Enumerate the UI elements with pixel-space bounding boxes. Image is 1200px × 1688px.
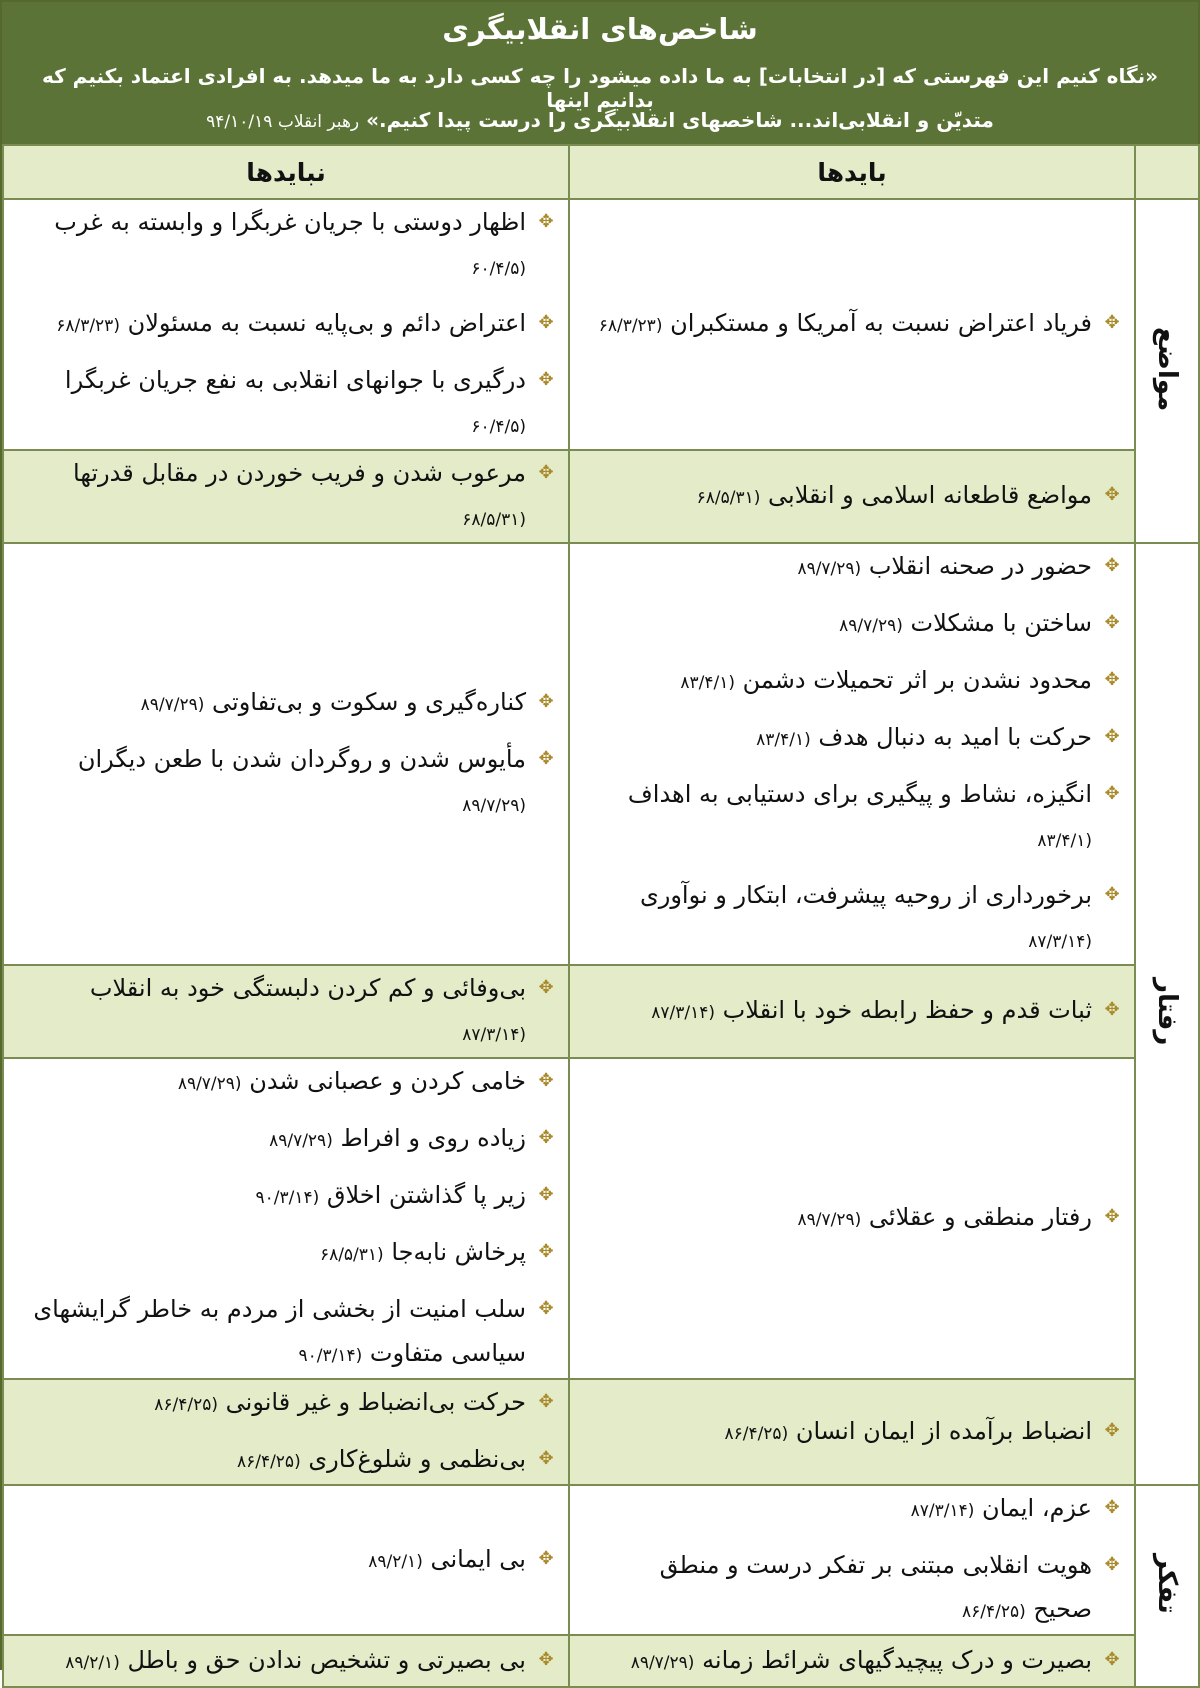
category-cell [1135, 543, 1199, 1485]
category-cell [1135, 199, 1199, 543]
list-item [594, 473, 1122, 520]
item-date-ref: (۸۷/۳/۱۴ [462, 1025, 526, 1045]
ornament-icon: ✥ [1104, 1648, 1120, 1670]
list-item [28, 1437, 556, 1484]
item-date-ref: (۸۹/۲/۱ [368, 1551, 423, 1572]
item-text: برخورداری از روحیه پیشرفت، ابتکار و نوآوری [639, 881, 1092, 909]
ornament-icon: ✥ [538, 1241, 554, 1262]
list-item [28, 1537, 556, 1584]
item-date-ref: (۸۳/۴/۱ [1037, 831, 1092, 851]
must-not-cell [3, 199, 569, 450]
ornament-icon: ✥ [538, 1547, 554, 1569]
must-list [570, 1195, 1134, 1242]
item-text: حرکت بی‌انضباط و غیر قانونی [218, 1388, 526, 1416]
item-date-ref: (۶۰/۴/۵ [471, 417, 526, 437]
ornament-icon: ✥ [538, 211, 554, 232]
item-text: رفتار منطقی و عقلائی [861, 1203, 1092, 1231]
list-item [594, 544, 1122, 591]
table-body [3, 199, 1199, 1687]
list-item [28, 1116, 556, 1163]
item-date-ref: (۸۹/۷/۲۹ [177, 1074, 242, 1094]
ornament-icon: ✥ [538, 1184, 554, 1205]
table-row [3, 1635, 1199, 1687]
item-date-ref: (۹۰/۳/۱۴ [255, 1188, 320, 1208]
must-cell [569, 1635, 1135, 1687]
table-row [3, 543, 1199, 965]
table-header-row [3, 145, 1199, 199]
must-not-list [4, 200, 568, 449]
item-text: بی ایمانی [422, 1544, 526, 1573]
must-not-list [4, 966, 568, 1057]
item-date-ref: (۸۷/۳/۱۴ [651, 1003, 716, 1023]
must-not-cell [3, 1485, 569, 1635]
must-not-cell [3, 965, 569, 1058]
category-cell [1135, 1485, 1199, 1687]
must-cell [569, 199, 1135, 450]
must-cell [569, 1485, 1135, 1635]
item-date-ref: (۸۶/۴/۲۵ [962, 1602, 1026, 1622]
list-item [28, 737, 556, 828]
header-banner [2, 2, 1198, 144]
item-text: مرعوب شدن و فریب خوردن در مقابل قدرتها [73, 459, 526, 487]
list-item [594, 1638, 1122, 1685]
must-not-cell [3, 543, 569, 965]
item-date-ref: (۸۹/۲/۱ [65, 1652, 120, 1673]
list-item [28, 451, 556, 542]
ornament-icon: ✥ [1104, 1206, 1120, 1227]
must-not-cell [3, 1379, 569, 1485]
item-text: زیر پا گذاشتن اخلاق [319, 1181, 526, 1209]
quote-line-2-text: متدیّن و انقلابی‌اند... شاخصهای انقلابیگری را درست پیدا کنیم.» [359, 108, 994, 132]
quote-line-2 [12, 108, 1188, 132]
item-date-ref: (۸۳/۴/۱ [680, 673, 736, 693]
must-not-list [4, 1638, 568, 1685]
item-date-ref: (۸۳/۴/۱ [756, 730, 811, 750]
list-item [28, 1059, 556, 1106]
item-date-ref: (۶۸/۵/۳۱ [696, 488, 761, 508]
document-title: شاخص‌های انقلابیگری [442, 12, 758, 46]
ornament-icon: ✥ [538, 1648, 554, 1670]
ornament-icon: ✥ [538, 1448, 554, 1469]
list-item [594, 988, 1122, 1035]
item-date-ref: (۶۸/۳/۲۳ [56, 316, 120, 336]
must-cell [569, 1379, 1135, 1485]
item-date-ref: (۸۹/۷/۲۹ [797, 559, 862, 579]
ornament-icon: ✥ [538, 1298, 554, 1319]
category-label: رفتار [1152, 978, 1182, 1046]
item-text: ساختن با مشکلات [902, 609, 1092, 637]
item-text: مأیوس شدن و روگردان شدن با طعن دیگران [77, 745, 526, 773]
header-corner [1135, 145, 1199, 199]
must-list [570, 1638, 1134, 1685]
item-date-ref: (۶۰/۴/۵ [471, 259, 526, 279]
must-list [570, 544, 1134, 964]
ornament-icon: ✥ [1104, 1419, 1120, 1441]
item-date-ref: (۶۸/۳/۲۳ [598, 316, 663, 336]
item-text: عزم، ایمان [974, 1494, 1092, 1522]
item-date-ref: (۶۸/۵/۳۱ [462, 510, 526, 530]
item-date-ref: (۸۶/۴/۲۵ [154, 1395, 219, 1415]
must-list [570, 301, 1134, 348]
item-date-ref: (۸۶/۴/۲۵ [236, 1452, 301, 1472]
ornament-icon: ✥ [538, 1070, 554, 1091]
ornament-icon: ✥ [1104, 555, 1120, 576]
table-row [3, 1485, 1199, 1635]
must-not-list [4, 1380, 568, 1484]
category-label: تفکر [1152, 1554, 1182, 1614]
must-cell [569, 965, 1135, 1058]
item-text: اظهار دوستی با جریان غربگرا و وابسته به غرب [54, 208, 526, 236]
item-date-ref: (۸۹/۷/۲۹ [140, 695, 205, 715]
ornament-icon: ✥ [1104, 726, 1120, 747]
must-cell [569, 1058, 1135, 1379]
list-item [594, 301, 1122, 348]
list-item [28, 301, 556, 348]
ornament-icon: ✥ [1104, 783, 1120, 804]
must-not-cell [3, 450, 569, 543]
table-row [3, 965, 1199, 1058]
ornament-icon: ✥ [1104, 312, 1120, 333]
list-item [594, 658, 1122, 705]
list-item [594, 1195, 1122, 1242]
list-item [28, 1638, 556, 1685]
list-item [28, 966, 556, 1057]
list-item [28, 1230, 556, 1277]
ornament-icon: ✥ [538, 977, 554, 998]
item-text: بصیرت و درک پیچیدگیهای شرائط زمانه [694, 1645, 1092, 1674]
list-item [594, 1409, 1122, 1456]
item-text: مواضع قاطعانه اسلامی و انقلابی [760, 481, 1092, 509]
must-not-list [4, 1537, 568, 1584]
list-item [594, 601, 1122, 648]
column-header-must: بایدها [569, 145, 1135, 199]
quote-line-1: «نگاه کنیم این فهرستی که [در انتخابات] به ما داده میشود را چه کسی دارد به ما میدهد. به افرادی اعتماد بکنیم که بدانیم اینها [41, 64, 1159, 112]
item-text: ثبات قدم و حفظ رابطه خود با انقلاب [715, 996, 1092, 1024]
ornament-icon: ✥ [538, 462, 554, 483]
item-date-ref: (۸۹/۷/۲۹ [839, 616, 903, 636]
item-date-ref: (۸۹/۷/۲۹ [462, 796, 526, 816]
must-list [570, 473, 1134, 520]
item-date-ref: (۸۹/۷/۲۹ [269, 1131, 333, 1151]
item-text: بی‌نظمی و شلوغ‌کاری [300, 1445, 526, 1473]
list-item [28, 1380, 556, 1427]
item-text: کناره‌گیری و سکوت و بی‌تفاوتی [204, 688, 526, 716]
must-list [570, 988, 1134, 1035]
item-date-ref: (۹۰/۳/۱۴ [298, 1346, 363, 1366]
item-text: انگیزه، نشاط و پیگیری برای دستیابی به اهداف [627, 780, 1092, 808]
ornament-icon: ✥ [538, 369, 554, 390]
item-text: بی بصیرتی و تشخیص ندادن حق و باطل [119, 1645, 526, 1674]
table-row [3, 1058, 1199, 1379]
item-text: فریاد اعتراض نسبت به آمریکا و مستکبران [662, 309, 1092, 337]
item-text: پرخاش نابه‌جا [383, 1238, 526, 1266]
list-item [28, 1173, 556, 1220]
item-date-ref: (۶۸/۵/۳۱ [319, 1245, 384, 1265]
item-date-ref: (۸۹/۷/۲۹ [630, 1652, 695, 1673]
item-text: سلب امنیت از بخشی از مردم به خاطر گرایشهای سیاسی متفاوت [33, 1295, 526, 1367]
must-list [570, 1409, 1134, 1456]
must-not-list [4, 1059, 568, 1378]
table-row [3, 1379, 1199, 1485]
must-not-cell [3, 1635, 569, 1687]
list-item [594, 1486, 1122, 1533]
category-label: مواضع [1152, 326, 1182, 412]
item-text: حرکت با امید به دنبال هدف [810, 723, 1092, 751]
table-row [3, 450, 1199, 543]
must-not-cell [3, 1058, 569, 1379]
list-item [28, 1287, 556, 1378]
item-text: محدود نشدن بر اثر تحمیلات دشمن [735, 666, 1092, 694]
item-date-ref: (۸۶/۴/۲۵ [724, 1423, 789, 1444]
ornament-icon: ✥ [538, 748, 554, 769]
item-date-ref: (۸۷/۳/۱۴ [910, 1501, 975, 1521]
ornament-icon: ✥ [1104, 669, 1120, 690]
item-date-ref: (۸۹/۷/۲۹ [797, 1210, 862, 1230]
ornament-icon: ✥ [538, 1391, 554, 1412]
must-not-list [4, 680, 568, 828]
item-text: حضور در صحنه انقلاب [861, 552, 1092, 580]
item-text: انضباط برآمده از ایمان انسان [788, 1416, 1092, 1445]
ornament-icon: ✥ [1104, 484, 1120, 505]
ornament-icon: ✥ [538, 312, 554, 333]
ornament-icon: ✥ [538, 691, 554, 712]
item-text: اعتراض دائم و بی‌پایه نسبت به مسئولان [119, 309, 526, 337]
must-not-list [4, 451, 568, 542]
list-item [594, 1543, 1122, 1634]
indicators-table [2, 144, 1200, 1688]
ornament-icon: ✥ [1104, 1554, 1120, 1575]
list-item [594, 715, 1122, 762]
ornament-icon: ✥ [1104, 1497, 1120, 1518]
item-text: زیاده روی و افراط [332, 1124, 526, 1152]
must-list [570, 1486, 1134, 1634]
list-item [28, 680, 556, 727]
ornament-icon: ✥ [1104, 884, 1120, 905]
list-item [594, 772, 1122, 863]
item-text: خامی کردن و عصبانی شدن [241, 1067, 526, 1095]
list-item [594, 873, 1122, 964]
ornament-icon: ✥ [538, 1127, 554, 1148]
table-row [3, 199, 1199, 450]
ornament-icon: ✥ [1104, 612, 1120, 633]
quote-source: رهبر انقلاب ۹۴/۱۰/۱۹ [206, 112, 360, 132]
must-cell [569, 450, 1135, 543]
item-text: هویت انقلابی مبتنی بر تفکر درست و منطق صحیح [659, 1551, 1092, 1623]
item-text: درگیری با جوانهای انقلابی به نفع جریان غربگرا [64, 366, 526, 394]
column-header-must-not: نبایدها [3, 145, 569, 199]
item-text: بی‌وفائی و کم کردن دلبستگی خود به انقلاب [89, 974, 526, 1002]
ornament-icon: ✥ [1104, 999, 1120, 1020]
item-date-ref: (۸۷/۳/۱۴ [1028, 932, 1092, 952]
list-item [28, 358, 556, 449]
list-item [28, 200, 556, 291]
must-cell [569, 543, 1135, 965]
